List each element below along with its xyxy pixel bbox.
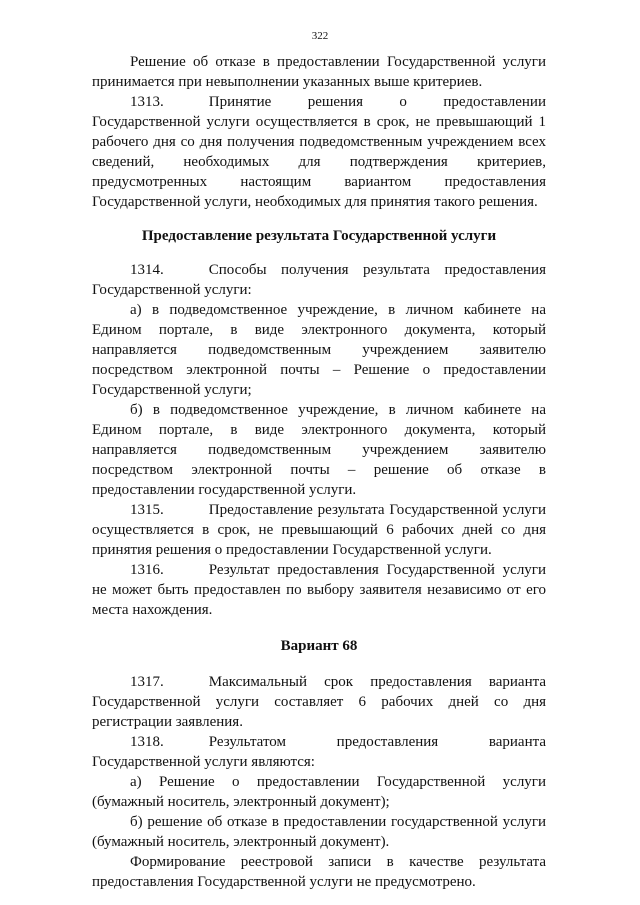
- section-heading-result: Предоставление результата Государственной услуги: [141, 228, 497, 244]
- paragraph-1314: 1314. Способы получения результата предоставления Государственной услуги:: [92, 262, 546, 298]
- paragraph-1314-a: а) в подведомственное учреждение, в личном кабинете на Едином портале, в виде электронного документа, который направляется подведомственным учреждением заявителю посредством электронной почты – Решение о предоставлении Государственной услуги;: [92, 302, 546, 398]
- section-heading-variant: Вариант 68: [280, 638, 358, 654]
- paragraph-1314-b: б) в подведомственное учреждение, в личном кабинете на Едином портале, в виде электронного документа, который направляется подведомственным учреждением заявителю посредством электронной почты – решение об отказе в предоставлении государственной услуги.: [92, 402, 546, 498]
- document-body: [92, 52, 546, 892]
- paragraph-1316: 1316. Результат предоставления Государственной услуги не может быть предоставлен по выбору заявителя независимо от его места нахождения.: [92, 562, 546, 618]
- paragraph-1318-b: б) решение об отказе в предоставлении государственной услуги (бумажный носитель, электронный документ).: [92, 814, 546, 850]
- paragraph-1318: 1318. Результатом предоставления варианта Государственной услуги являются:: [92, 734, 546, 770]
- paragraph-registry-record: Формирование реестровой записи в качестве результата предоставления Государственной услуги не предусмотрено.: [92, 854, 546, 890]
- paragraph-1318-a: а) Решение о предоставлении Государственной услуги (бумажный носитель, электронный документ);: [92, 774, 546, 810]
- paragraph-1313: 1313. Принятие решения о предоставлении Государственной услуги осуществляется в срок, не превышающий 1 рабочего дня со дня получения подведомственным учреждением всех сведений, необходимых для подтверждения критериев, предусмотренных настоящим вариантом предоставления Государственной услуги, необходимых для принятия такого решения.: [92, 94, 546, 210]
- page-number: 322: [311, 30, 329, 42]
- paragraph-1317: 1317. Максимальный срок предоставления варианта Государственной услуги составляет 6 рабочих дней со дня регистрации заявления.: [92, 674, 546, 730]
- paragraph-1315: 1315. Предоставление результата Государственной услуги осуществляется в срок, не превышающий 6 рабочих дней со дня принятия решения о предоставлении Государственной услуги.: [92, 502, 546, 558]
- paragraph-refusal-decision: Решение об отказе в предоставлении Государственной услуги принимается при невыполнении указанных выше критериев.: [92, 54, 546, 90]
